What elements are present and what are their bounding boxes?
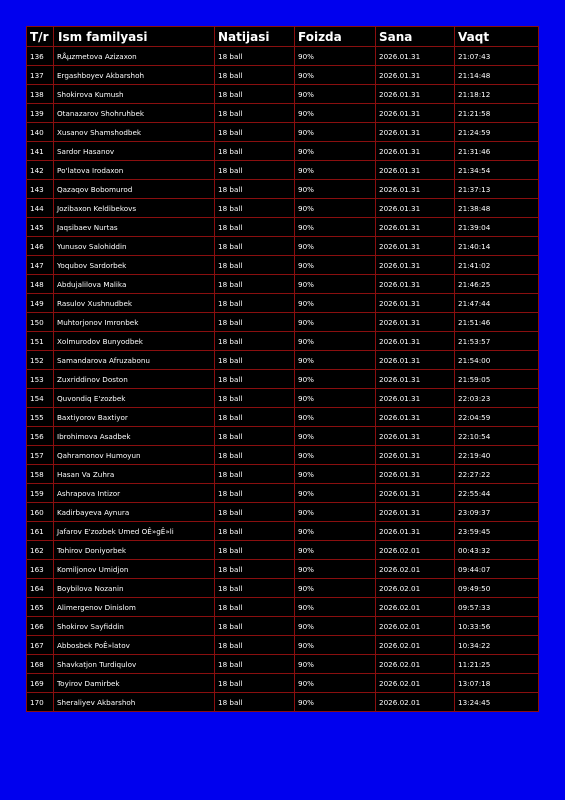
cell-time: 22:19:40 — [455, 446, 539, 465]
table-row — [27, 313, 539, 332]
cell-full-name: Abbosbek PoÊ»latov — [54, 636, 215, 655]
table-row — [27, 123, 539, 142]
cell-result: 18 ball — [215, 332, 295, 351]
cell-date: 2026.01.31 — [376, 104, 455, 123]
table-row — [27, 522, 539, 541]
cell-number: 161 — [27, 522, 54, 541]
cell-result: 18 ball — [215, 693, 295, 712]
table-row — [27, 370, 539, 389]
cell-full-name: Shokirova Kumush — [54, 85, 215, 104]
header-percent: Foizda — [295, 27, 376, 47]
cell-percent: 90% — [295, 123, 376, 142]
table-row — [27, 446, 539, 465]
cell-percent: 90% — [295, 85, 376, 104]
cell-time: 21:47:44 — [455, 294, 539, 313]
cell-date: 2026.01.31 — [376, 237, 455, 256]
cell-result: 18 ball — [215, 522, 295, 541]
cell-result: 18 ball — [215, 256, 295, 275]
cell-full-name: Jaqsibaev Nurtas — [54, 218, 215, 237]
cell-full-name: Yoqubov Sardorbek — [54, 256, 215, 275]
cell-date: 2026.02.01 — [376, 560, 455, 579]
cell-result: 18 ball — [215, 370, 295, 389]
cell-full-name: Ibrohimova Asadbek — [54, 427, 215, 446]
cell-percent: 90% — [295, 370, 376, 389]
cell-full-name: Toyirov Damirbek — [54, 674, 215, 693]
cell-result: 18 ball — [215, 294, 295, 313]
cell-result: 18 ball — [215, 465, 295, 484]
cell-date: 2026.01.31 — [376, 427, 455, 446]
table-row — [27, 617, 539, 636]
header-date: Sana — [376, 27, 455, 47]
cell-number: 142 — [27, 161, 54, 180]
cell-full-name: Sardor Hasanov — [54, 142, 215, 161]
cell-date: 2026.01.31 — [376, 294, 455, 313]
cell-date: 2026.01.31 — [376, 218, 455, 237]
cell-number: 153 — [27, 370, 54, 389]
cell-number: 145 — [27, 218, 54, 237]
cell-date: 2026.02.01 — [376, 598, 455, 617]
cell-number: 150 — [27, 313, 54, 332]
cell-date: 2026.01.31 — [376, 503, 455, 522]
cell-percent: 90% — [295, 66, 376, 85]
cell-result: 18 ball — [215, 636, 295, 655]
table-body — [27, 47, 539, 712]
cell-time: 21:34:54 — [455, 161, 539, 180]
cell-result: 18 ball — [215, 446, 295, 465]
cell-percent: 90% — [295, 560, 376, 579]
cell-number: 167 — [27, 636, 54, 655]
cell-number: 149 — [27, 294, 54, 313]
cell-date: 2026.01.31 — [376, 484, 455, 503]
cell-number: 157 — [27, 446, 54, 465]
cell-number: 165 — [27, 598, 54, 617]
cell-percent: 90% — [295, 332, 376, 351]
cell-percent: 90% — [295, 351, 376, 370]
cell-percent: 90% — [295, 47, 376, 66]
cell-time: 21:31:46 — [455, 142, 539, 161]
table-row — [27, 237, 539, 256]
cell-percent: 90% — [295, 636, 376, 655]
table-row — [27, 351, 539, 370]
table-row — [27, 161, 539, 180]
cell-number: 158 — [27, 465, 54, 484]
cell-date: 2026.01.31 — [376, 465, 455, 484]
table-row — [27, 389, 539, 408]
cell-percent: 90% — [295, 522, 376, 541]
cell-time: 00:43:32 — [455, 541, 539, 560]
cell-date: 2026.02.01 — [376, 674, 455, 693]
cell-percent: 90% — [295, 541, 376, 560]
cell-time: 21:18:12 — [455, 85, 539, 104]
cell-result: 18 ball — [215, 503, 295, 522]
cell-percent: 90% — [295, 427, 376, 446]
cell-full-name: Shavkatjon Turdiqulov — [54, 655, 215, 674]
cell-percent: 90% — [295, 446, 376, 465]
cell-number: 166 — [27, 617, 54, 636]
cell-number: 139 — [27, 104, 54, 123]
cell-time: 13:07:18 — [455, 674, 539, 693]
cell-date: 2026.01.31 — [376, 332, 455, 351]
table-row — [27, 275, 539, 294]
cell-percent: 90% — [295, 218, 376, 237]
header-number: T/r — [27, 27, 54, 47]
results-table — [26, 26, 539, 712]
cell-result: 18 ball — [215, 389, 295, 408]
table-row — [27, 85, 539, 104]
header-result: Natijasi — [215, 27, 295, 47]
table-row — [27, 256, 539, 275]
cell-number: 163 — [27, 560, 54, 579]
cell-result: 18 ball — [215, 598, 295, 617]
table-row — [27, 66, 539, 85]
table-row — [27, 598, 539, 617]
cell-time: 22:03:23 — [455, 389, 539, 408]
cell-percent: 90% — [295, 579, 376, 598]
cell-date: 2026.01.31 — [376, 47, 455, 66]
cell-full-name: Muhtorjonov Imronbek — [54, 313, 215, 332]
cell-percent: 90% — [295, 313, 376, 332]
cell-date: 2026.01.31 — [376, 180, 455, 199]
cell-percent: 90% — [295, 275, 376, 294]
cell-full-name: Kadirbayeva Aynura — [54, 503, 215, 522]
cell-date: 2026.01.31 — [376, 370, 455, 389]
cell-percent: 90% — [295, 237, 376, 256]
cell-number: 152 — [27, 351, 54, 370]
cell-result: 18 ball — [215, 427, 295, 446]
cell-time: 22:10:54 — [455, 427, 539, 446]
cell-percent: 90% — [295, 161, 376, 180]
cell-date: 2026.01.31 — [376, 123, 455, 142]
cell-full-name: Yunusov Salohiddin — [54, 237, 215, 256]
header-full-name: Ism familyasi — [54, 27, 215, 47]
cell-time: 21:53:57 — [455, 332, 539, 351]
cell-result: 18 ball — [215, 541, 295, 560]
cell-percent: 90% — [295, 199, 376, 218]
cell-result: 18 ball — [215, 275, 295, 294]
cell-date: 2026.01.31 — [376, 142, 455, 161]
table-row — [27, 408, 539, 427]
cell-number: 146 — [27, 237, 54, 256]
cell-time: 21:14:48 — [455, 66, 539, 85]
cell-number: 155 — [27, 408, 54, 427]
cell-full-name: Jozibaxon Keldibekovs — [54, 199, 215, 218]
cell-number: 162 — [27, 541, 54, 560]
cell-date: 2026.01.31 — [376, 313, 455, 332]
cell-percent: 90% — [295, 408, 376, 427]
cell-time: 10:33:56 — [455, 617, 539, 636]
cell-percent: 90% — [295, 503, 376, 522]
cell-percent: 90% — [295, 256, 376, 275]
table-row — [27, 104, 539, 123]
cell-time: 22:04:59 — [455, 408, 539, 427]
cell-time: 21:41:02 — [455, 256, 539, 275]
cell-result: 18 ball — [215, 655, 295, 674]
cell-result: 18 ball — [215, 104, 295, 123]
cell-full-name: Xusanov Shamshodbek — [54, 123, 215, 142]
cell-date: 2026.01.31 — [376, 199, 455, 218]
cell-result: 18 ball — [215, 142, 295, 161]
cell-time: 21:21:58 — [455, 104, 539, 123]
cell-time: 23:09:37 — [455, 503, 539, 522]
cell-number: 137 — [27, 66, 54, 85]
cell-percent: 90% — [295, 484, 376, 503]
table-row — [27, 199, 539, 218]
cell-number: 147 — [27, 256, 54, 275]
cell-time: 09:44:07 — [455, 560, 539, 579]
cell-percent: 90% — [295, 465, 376, 484]
cell-time: 21:38:48 — [455, 199, 539, 218]
cell-full-name: Komiljonov Umidjon — [54, 560, 215, 579]
cell-full-name: RÅµzmetova Azizaxon — [54, 47, 215, 66]
cell-result: 18 ball — [215, 199, 295, 218]
cell-full-name: Otanazarov Shohruhbek — [54, 104, 215, 123]
cell-date: 2026.01.31 — [376, 408, 455, 427]
cell-full-name: Po'latova Irodaxon — [54, 161, 215, 180]
cell-number: 164 — [27, 579, 54, 598]
cell-time: 21:59:05 — [455, 370, 539, 389]
cell-full-name: Qazaqov Bobomurod — [54, 180, 215, 199]
table-row — [27, 332, 539, 351]
cell-full-name: Xolmurodov Bunyodbek — [54, 332, 215, 351]
cell-full-name: Alimergenov Dinislom — [54, 598, 215, 617]
cell-full-name: Tohirov Doniyorbek — [54, 541, 215, 560]
cell-number: 143 — [27, 180, 54, 199]
cell-time: 10:34:22 — [455, 636, 539, 655]
cell-percent: 90% — [295, 598, 376, 617]
table-row — [27, 465, 539, 484]
cell-time: 21:37:13 — [455, 180, 539, 199]
table-row — [27, 180, 539, 199]
cell-number: 169 — [27, 674, 54, 693]
cell-result: 18 ball — [215, 674, 295, 693]
cell-time: 21:24:59 — [455, 123, 539, 142]
header-time: Vaqt — [455, 27, 539, 47]
cell-result: 18 ball — [215, 484, 295, 503]
table-row — [27, 142, 539, 161]
cell-number: 151 — [27, 332, 54, 351]
cell-percent: 90% — [295, 389, 376, 408]
header-row — [27, 27, 539, 47]
cell-full-name: Jafarov E'zozbek Umed OÊ»gÊ»li — [54, 522, 215, 541]
cell-full-name: Boybilova Nozanin — [54, 579, 215, 598]
cell-date: 2026.02.01 — [376, 655, 455, 674]
cell-date: 2026.01.31 — [376, 161, 455, 180]
cell-full-name: Quvondiq E'zozbek — [54, 389, 215, 408]
cell-full-name: Abdujalilova Malika — [54, 275, 215, 294]
cell-date: 2026.02.01 — [376, 541, 455, 560]
cell-number: 140 — [27, 123, 54, 142]
cell-date: 2026.01.31 — [376, 446, 455, 465]
cell-time: 21:40:14 — [455, 237, 539, 256]
cell-percent: 90% — [295, 104, 376, 123]
cell-result: 18 ball — [215, 579, 295, 598]
cell-time: 21:46:25 — [455, 275, 539, 294]
cell-date: 2026.01.31 — [376, 256, 455, 275]
cell-result: 18 ball — [215, 351, 295, 370]
cell-date: 2026.01.31 — [376, 389, 455, 408]
cell-result: 18 ball — [215, 237, 295, 256]
cell-date: 2026.02.01 — [376, 636, 455, 655]
cell-time: 21:39:04 — [455, 218, 539, 237]
cell-number: 160 — [27, 503, 54, 522]
cell-time: 21:07:43 — [455, 47, 539, 66]
cell-time: 22:55:44 — [455, 484, 539, 503]
cell-result: 18 ball — [215, 560, 295, 579]
cell-full-name: Samandarova Afruzabonu — [54, 351, 215, 370]
table-row — [27, 484, 539, 503]
cell-result: 18 ball — [215, 47, 295, 66]
cell-number: 154 — [27, 389, 54, 408]
cell-full-name: Hasan Va Zuhra — [54, 465, 215, 484]
cell-result: 18 ball — [215, 617, 295, 636]
table-row — [27, 541, 539, 560]
cell-result: 18 ball — [215, 66, 295, 85]
cell-result: 18 ball — [215, 180, 295, 199]
cell-result: 18 ball — [215, 85, 295, 104]
cell-date: 2026.01.31 — [376, 522, 455, 541]
cell-percent: 90% — [295, 617, 376, 636]
cell-time: 21:54:00 — [455, 351, 539, 370]
table-header — [27, 27, 539, 47]
cell-number: 159 — [27, 484, 54, 503]
cell-percent: 90% — [295, 294, 376, 313]
table-row — [27, 47, 539, 66]
table-row — [27, 636, 539, 655]
cell-percent: 90% — [295, 693, 376, 712]
table-row — [27, 294, 539, 313]
cell-number: 170 — [27, 693, 54, 712]
cell-time: 23:59:45 — [455, 522, 539, 541]
cell-percent: 90% — [295, 674, 376, 693]
cell-full-name: Qahramonov Humoyun — [54, 446, 215, 465]
cell-number: 148 — [27, 275, 54, 294]
table-row — [27, 655, 539, 674]
cell-number: 144 — [27, 199, 54, 218]
table-row — [27, 218, 539, 237]
results-sheet — [26, 26, 538, 712]
cell-time: 21:51:46 — [455, 313, 539, 332]
cell-full-name: Baxtiyorov Baxtiyor — [54, 408, 215, 427]
cell-number: 156 — [27, 427, 54, 446]
cell-result: 18 ball — [215, 313, 295, 332]
cell-percent: 90% — [295, 655, 376, 674]
table-row — [27, 693, 539, 712]
cell-result: 18 ball — [215, 161, 295, 180]
table-row — [27, 579, 539, 598]
cell-number: 136 — [27, 47, 54, 66]
cell-number: 168 — [27, 655, 54, 674]
table-row — [27, 503, 539, 522]
table-row — [27, 560, 539, 579]
cell-time: 09:57:33 — [455, 598, 539, 617]
cell-date: 2026.01.31 — [376, 351, 455, 370]
cell-full-name: Ergashboyev Akbarshoh — [54, 66, 215, 85]
cell-number: 141 — [27, 142, 54, 161]
cell-date: 2026.01.31 — [376, 275, 455, 294]
cell-number: 138 — [27, 85, 54, 104]
cell-result: 18 ball — [215, 408, 295, 427]
cell-percent: 90% — [295, 142, 376, 161]
cell-percent: 90% — [295, 180, 376, 199]
table-row — [27, 427, 539, 446]
cell-date: 2026.02.01 — [376, 617, 455, 636]
cell-result: 18 ball — [215, 123, 295, 142]
cell-time: 13:24:45 — [455, 693, 539, 712]
cell-time: 09:49:50 — [455, 579, 539, 598]
cell-date: 2026.01.31 — [376, 85, 455, 104]
cell-time: 22:27:22 — [455, 465, 539, 484]
cell-full-name: Shokirov Sayfiddin — [54, 617, 215, 636]
cell-full-name: Rasulov Xushnudbek — [54, 294, 215, 313]
cell-full-name: Sheraliyev Akbarshoh — [54, 693, 215, 712]
cell-full-name: Zuxriddinov Doston — [54, 370, 215, 389]
cell-result: 18 ball — [215, 218, 295, 237]
cell-date: 2026.02.01 — [376, 579, 455, 598]
table-row — [27, 674, 539, 693]
cell-time: 11:21:25 — [455, 655, 539, 674]
cell-date: 2026.02.01 — [376, 693, 455, 712]
cell-full-name: Ashrapova Intizor — [54, 484, 215, 503]
cell-date: 2026.01.31 — [376, 66, 455, 85]
